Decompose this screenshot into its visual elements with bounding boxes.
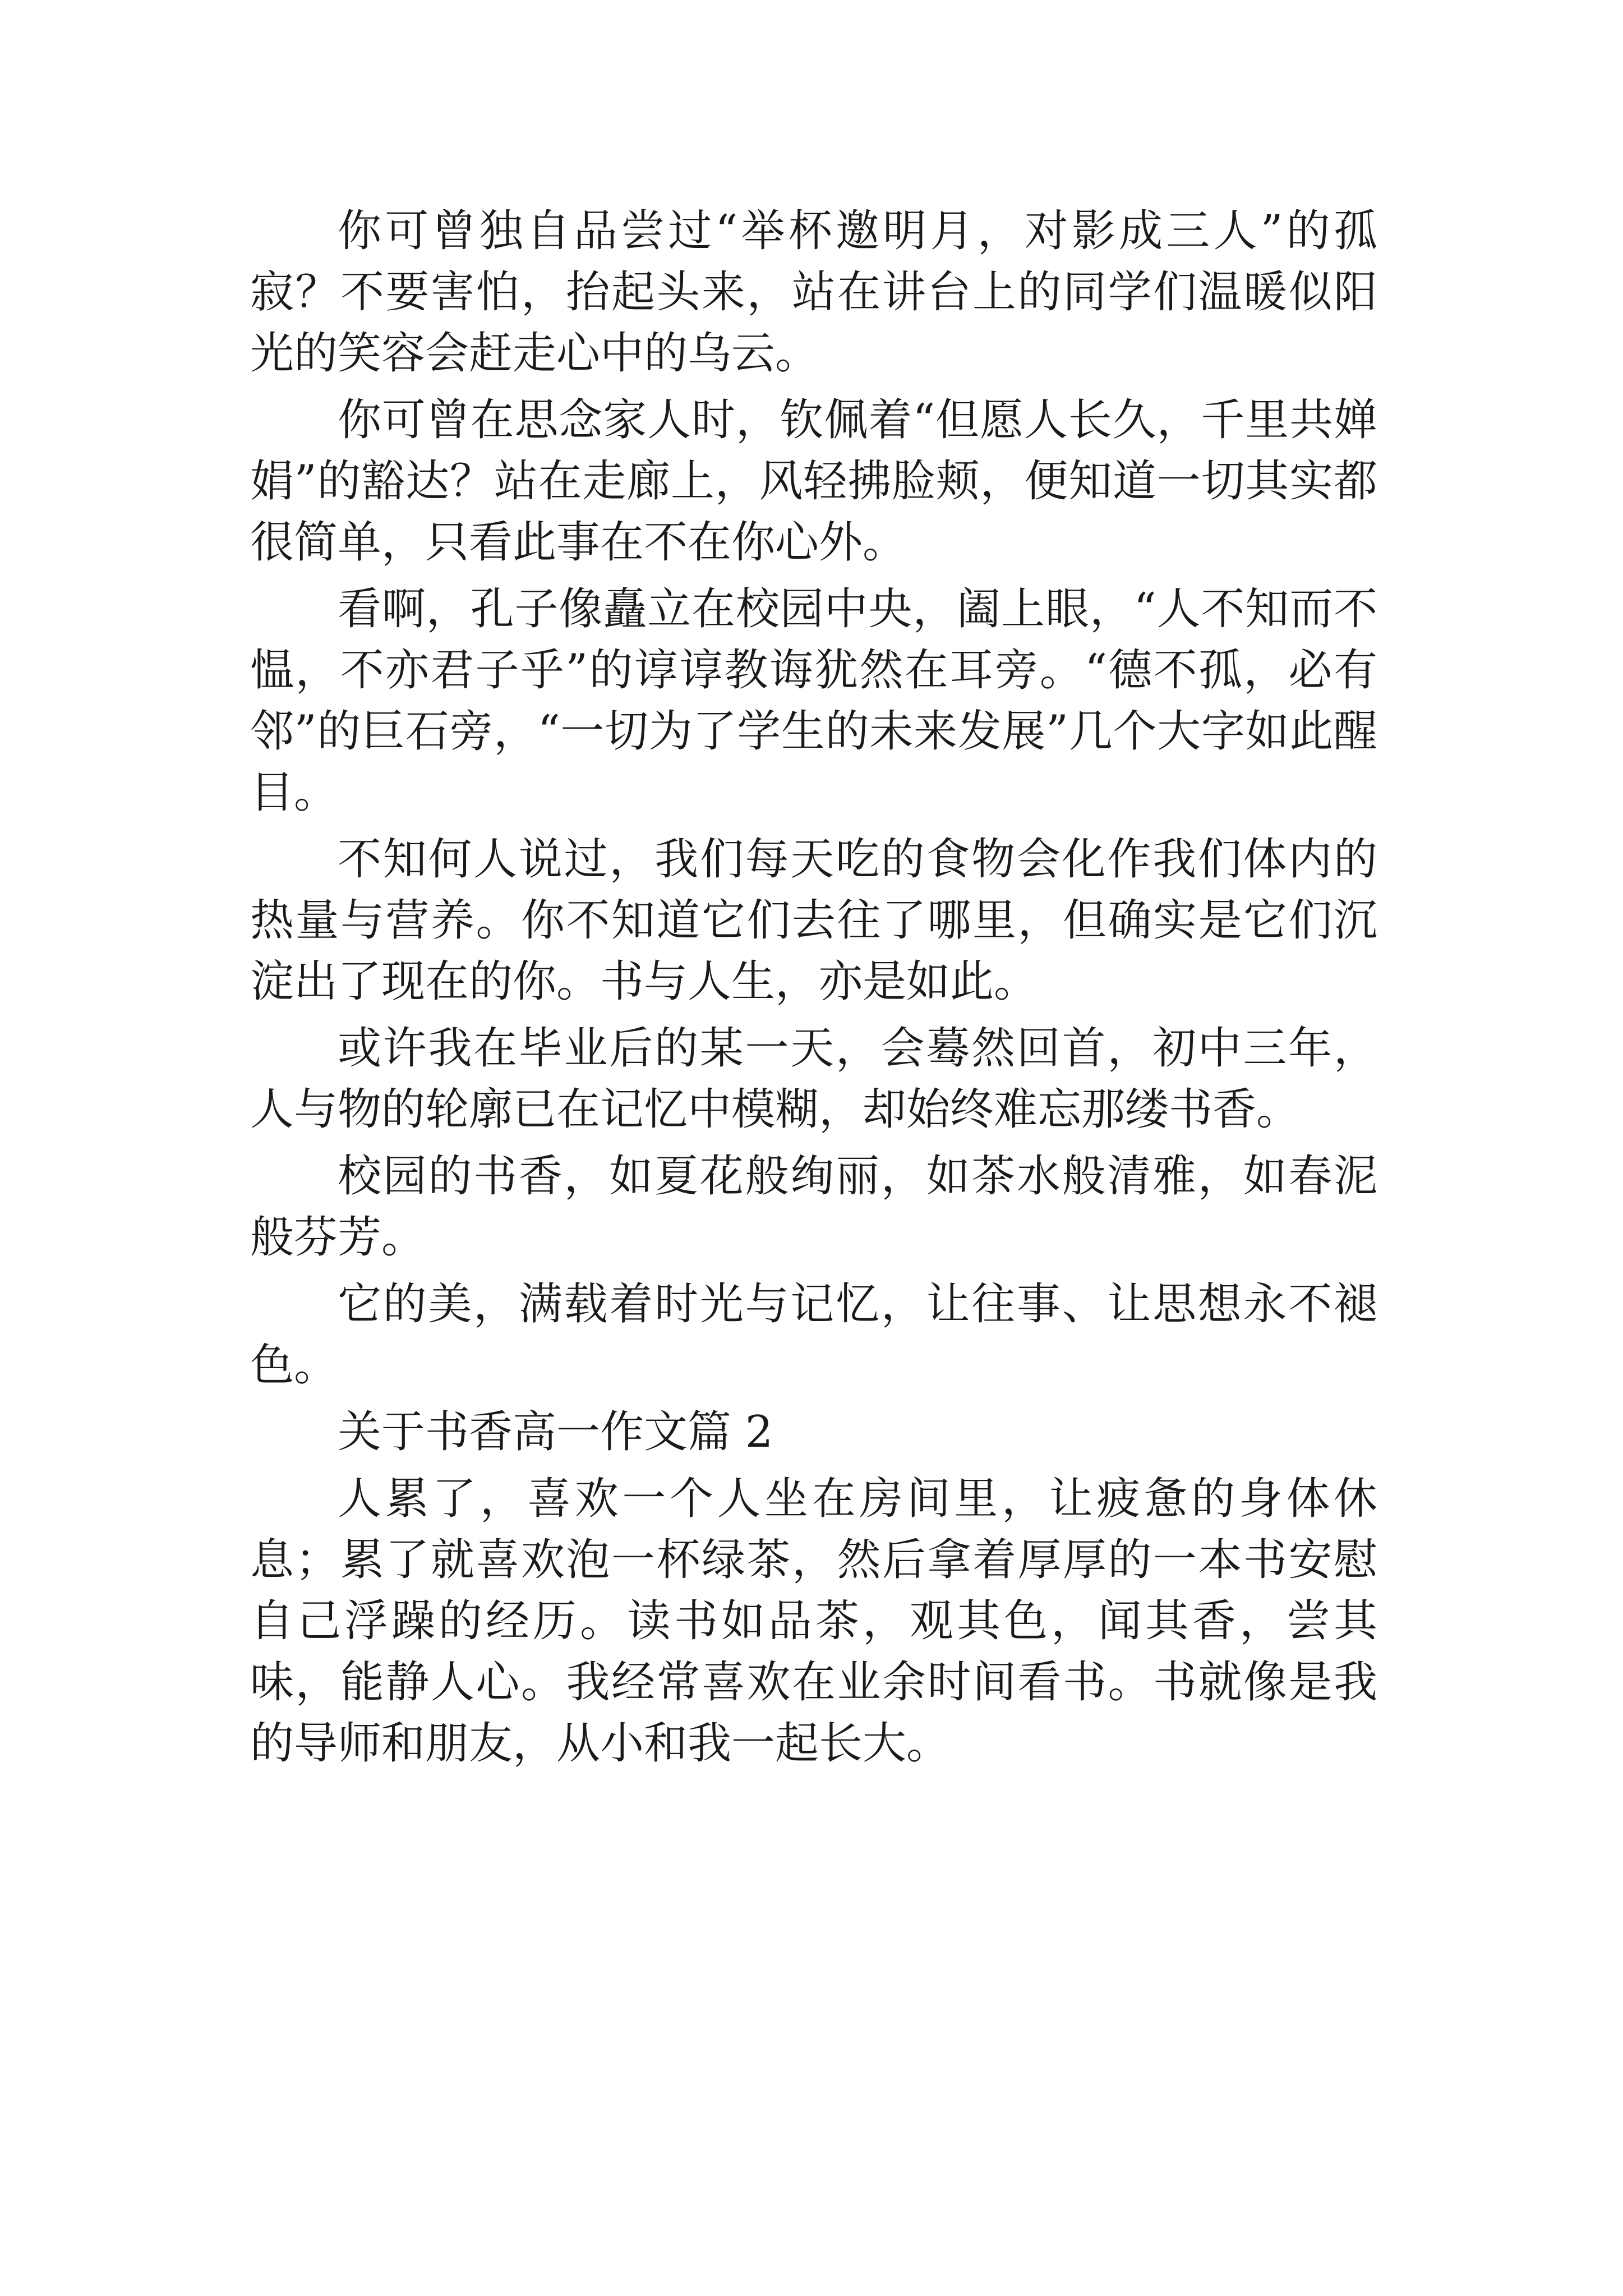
paragraph-beauty: 它的美，满载着时光与记忆，让往事、让思想永不褪色。 xyxy=(250,1279,1377,1391)
paragraph-graduation: 或许我在毕业后的某一天，会蓦然回首，初中三年，人与物的轮廓已在记忆中模糊，却始终难忘那缕书香。 xyxy=(250,1023,1377,1135)
essay-body xyxy=(250,201,1377,1780)
paragraph-campus-fragrance: 校园的书香，如夏花般绚丽，如茶水般清雅，如春泥般芬芳。 xyxy=(250,1151,1377,1263)
paragraph-lonely: 你可曾独自品尝过“举杯邀明月，对影成三人”的孤寂？不要害怕，抬起头来，站在讲台上的同学们温暖似阳光的笑容会赶走心中的乌云。 xyxy=(250,206,1377,379)
paragraph-food-analogy: 不知何人说过，我们每天吃的食物会化作我们体内的热量与营养。你不知道它们去往了哪里，但确实是它们沉淀出了现在的你。书与人生，亦是如此。 xyxy=(250,834,1377,1007)
paragraph-confucius: 看啊，孔子像矗立在校园中央，阖上眼，“人不知而不愠，不亦君子乎”的谆谆教诲犹然在耳旁。“德不孤，必有邻”的巨石旁，“一切为了学生的未来发展”几个大字如此醒目。 xyxy=(250,584,1377,818)
paragraph-family: 你可曾在思念家人时，钦佩着“但愿人长久，千里共婵娟”的豁达？站在走廊上，风轻拂脸颊，便知道一切其实都很简单，只看此事在不在你心外。 xyxy=(250,395,1377,568)
paragraph-reading-tea: 人累了，喜欢一个人坐在房间里，让疲惫的身体休息；累了就喜欢泡一杯绿茶，然后拿着厚厚的一本书安慰自己浮躁的经历。读书如品茶，观其色，闻其香，尝其味，能静人心。我经常喜欢在业余时间看书。书就像是我的导师和朋友，从小和我一起长大。 xyxy=(250,1474,1377,1769)
section-heading: 关于书香高一作文篇 2 xyxy=(338,1407,773,1457)
